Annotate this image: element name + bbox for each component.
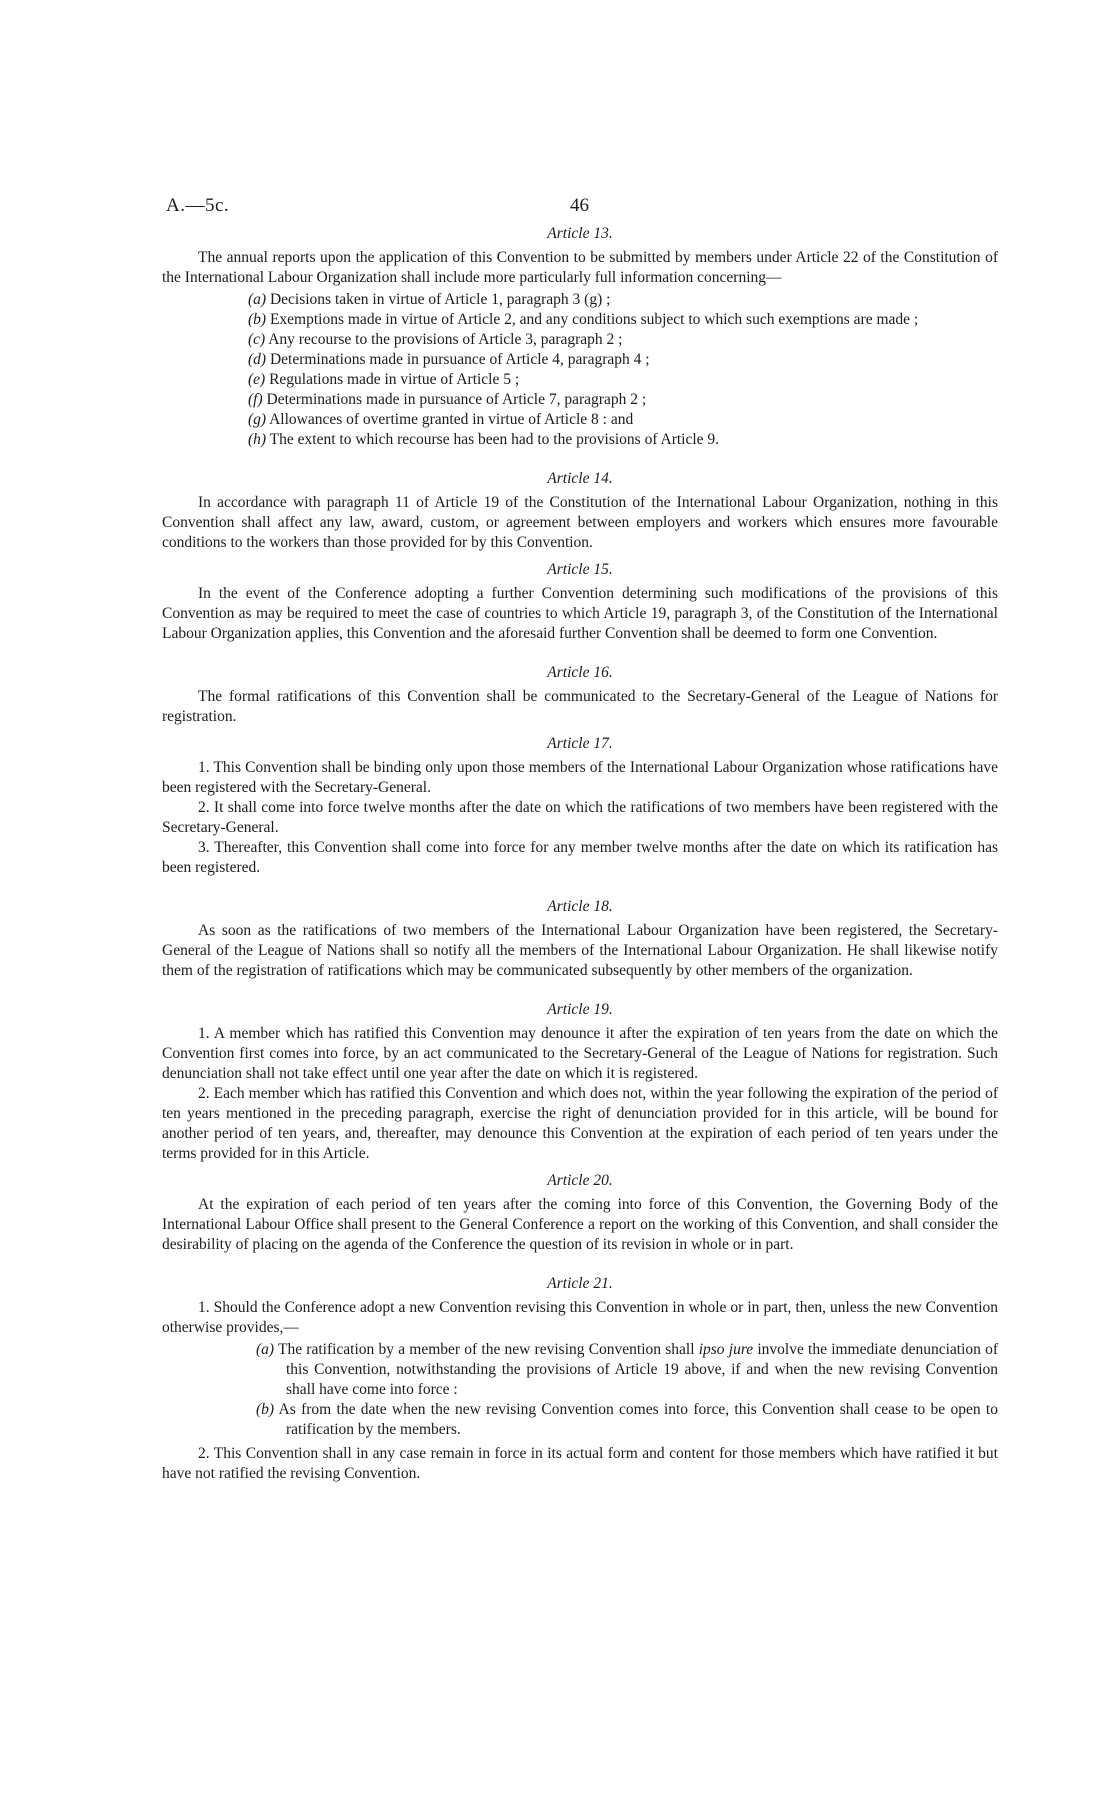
article-17-paragraph-2: 2. It shall come into force twelve months after the date on which the ratifications of two members have been registered with the Secretary-General. — [162, 799, 998, 836]
item-label: (h) — [248, 431, 267, 448]
item-label: (a) — [248, 291, 267, 308]
article-13-intro: The annual reports upon the application of this Convention to be submitted by members under Article 22 of the Constitution of the International Labour Organization shall include more particularly full information concerning— — [162, 249, 998, 286]
article-21-list — [162, 1340, 998, 1440]
page-number: 46 — [570, 195, 589, 216]
list-item — [162, 390, 998, 410]
item-text: Exemptions made in virtue of Article 2, and any conditions subject to which such exemptions are made ; — [266, 311, 919, 328]
article-20-heading: Article 20. — [547, 1172, 613, 1189]
article-19-paragraph-2: 2. Each member which has ratified this Convention and which does not, within the year following the expiration of the period of ten years mentioned in the preceding paragraph, exercise the right of denunciation provided for in this article, will be bound for another period of ten years, and, thereafter, may denounce this Convention at the expiration of each period of ten years under the terms provided for in this Article. — [162, 1085, 998, 1162]
article-20-text: At the expiration of each period of ten years after the coming into force of this Convention, the Governing Body of the International Labour Office shall present to the General Conference a report on the working of this Convention, and shall consider the desirability of placing on the agenda of the Conference the question of its revision in whole or in part. — [162, 1196, 998, 1253]
document-reference: A.—5c. — [166, 195, 230, 216]
list-item — [162, 370, 998, 390]
article-17-paragraph-1: 1. This Convention shall be binding only upon those members of the International Labour Organization whose ratifications have been registered with the Secretary-General. — [162, 759, 998, 796]
document-page — [162, 195, 998, 1484]
item-text: The ratification by a member of the new revising Convention shall — [274, 1341, 699, 1358]
article-15-text: In the event of the Conference adopting a further Convention determining such modifications of the provisions of this Convention as may be required to meet the case of countries to which Article 19, paragraph 3, of the Constitution of the International Labour Organization applies, this Convention and the aforesaid further Convention shall be deemed to form one Convention. — [162, 585, 998, 642]
article-21-paragraph-2: 2. This Convention shall in any case remain in force in its actual form and content for those members which have ratified it but have not ratified the revising Convention. — [162, 1445, 998, 1482]
article-14-text: In accordance with paragraph 11 of Article 19 of the Constitution of the International Labour Organization, nothing in this Convention shall affect any law, award, custom, or agreement between employers and workers which ensures more favourable conditions to the workers than those provided for by this Convention. — [162, 494, 998, 551]
spacer — [162, 878, 998, 890]
item-label: (c) — [248, 331, 266, 348]
item-text: The extent to which recourse has been had to the provisions of Article 9. — [266, 431, 720, 448]
list-item — [162, 330, 998, 350]
article-18-heading: Article 18. — [547, 898, 613, 915]
article-17-heading: Article 17. — [547, 735, 613, 752]
item-label: (b) — [256, 1401, 275, 1418]
item-text: Allowances of overtime granted in virtue of Article 8 : and — [266, 411, 634, 428]
list-item — [162, 410, 998, 430]
item-text: Determinations made in pursuance of Article 4, paragraph 4 ; — [266, 351, 650, 368]
item-label: (a) — [256, 1341, 275, 1358]
article-14-heading: Article 14. — [547, 470, 613, 487]
article-19-paragraph-1: 1. A member which has ratified this Convention may denounce it after the expiration of ten years from the date on which the Convention first comes into force, by an act communicated to the Secretary-General of the League of Nations for registration. Such denunciation shall not take effect until one year after the date on which it is registered. — [162, 1025, 998, 1082]
item-label: (d) — [248, 351, 267, 368]
list-item — [162, 290, 998, 310]
article-15-heading: Article 15. — [547, 561, 613, 578]
article-21-heading: Article 21. — [547, 1275, 613, 1292]
item-label: (e) — [248, 371, 266, 388]
list-item — [162, 310, 998, 330]
item-label: (b) — [248, 311, 267, 328]
article-18-text: As soon as the ratifications of two members of the International Labour Organization have been registered, the Secretary-General of the League of Nations shall so notify all the members of the International Labour Organization. He shall likewise notify them of the registration of ratifications which may be communicated subsequently by other members of the organization. — [162, 922, 998, 979]
item-text: Decisions taken in virtue of Article 1, paragraph 3 (g) ; — [266, 291, 611, 308]
article-13-list — [162, 290, 998, 450]
article-13-heading: Article 13. — [547, 225, 613, 242]
list-item — [162, 350, 998, 370]
spacer — [162, 450, 998, 462]
item-text: Regulations made in virtue of Article 5 ; — [265, 371, 520, 388]
item-label: (g) — [248, 411, 267, 428]
page-header — [162, 195, 998, 225]
article-17-paragraph-3: 3. Thereafter, this Convention shall come into force for any member twelve months after the date on which its ratification has been registered. — [162, 839, 998, 876]
spacer — [162, 644, 998, 656]
item-text-italic: ipso jure — [698, 1341, 754, 1358]
list-item — [162, 1400, 998, 1440]
spacer — [162, 981, 998, 993]
item-text: Determinations made in pursuance of Article 7, paragraph 2 ; — [262, 391, 647, 408]
item-text: involve the immediate denunciation of this Convention, notwithstanding the provisions of Article 19 above, if and when the new revising Convention shall have come into force : — [286, 1341, 998, 1398]
article-19-heading: Article 19. — [547, 1001, 613, 1018]
item-text: Any recourse to the provisions of Article 3, paragraph 2 ; — [265, 331, 623, 348]
item-text: As from the date when the new revising Convention comes into force, this Convention shall cease to be open to ratification by the members. — [274, 1401, 998, 1438]
spacer — [162, 1255, 998, 1267]
item-label: (f) — [248, 391, 263, 408]
article-16-heading: Article 16. — [547, 664, 613, 681]
list-item — [162, 430, 998, 450]
list-item — [162, 1340, 998, 1400]
article-21-paragraph-1: 1. Should the Conference adopt a new Convention revising this Convention in whole or in part, then, unless the new Convention otherwise provides,— — [162, 1299, 998, 1336]
article-16-text: The formal ratifications of this Convention shall be communicated to the Secretary-General of the League of Nations for registration. — [162, 688, 998, 725]
